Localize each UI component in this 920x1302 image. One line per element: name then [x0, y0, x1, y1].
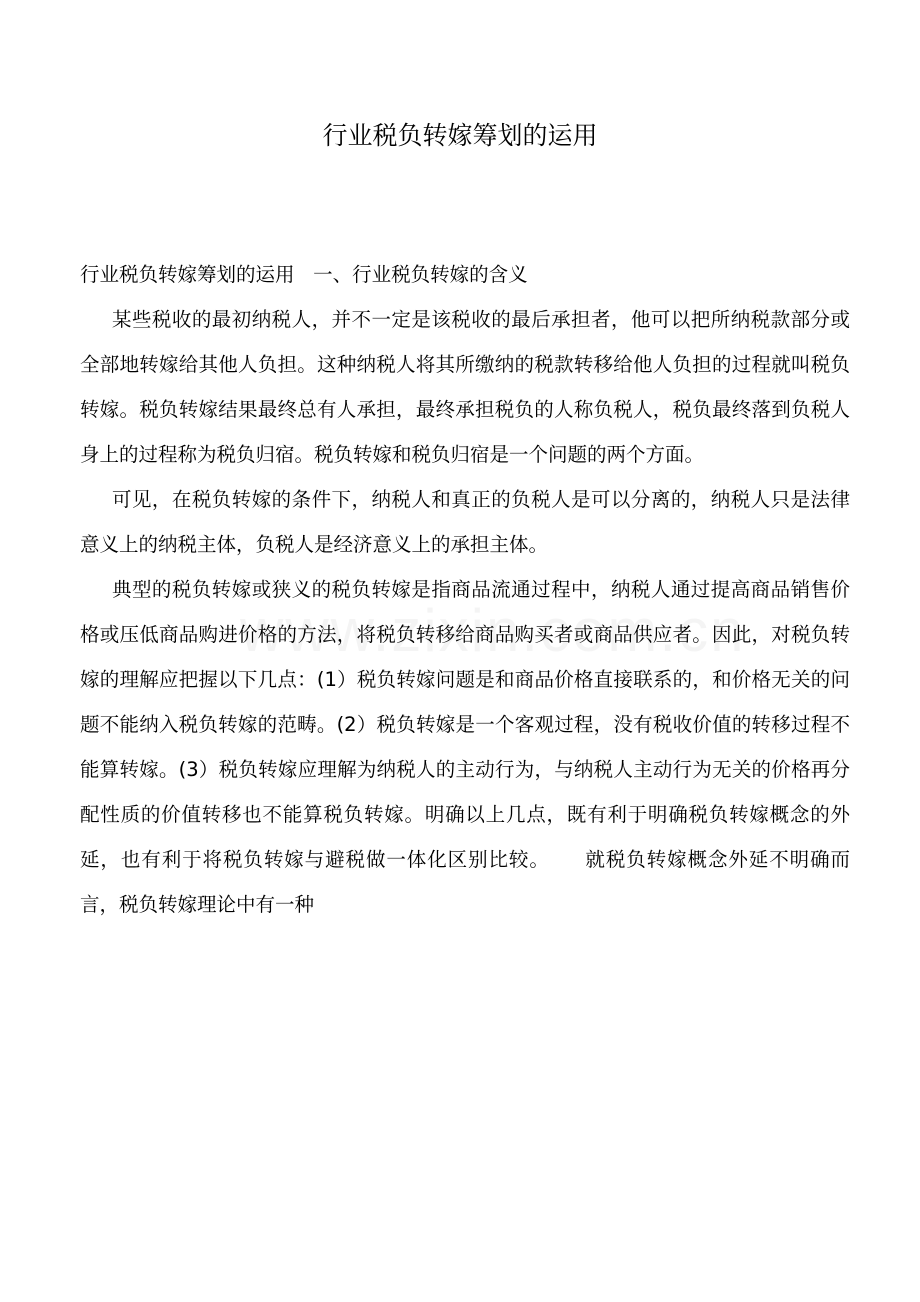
paragraph-definition: 某些税收的最初纳税人，并不一定是该税收的最后承担者，他可以把所纳税款部分或全部地转嫁给其他人负担。这种纳税人将其所缴纳的税款转移给他人负担的过程就叫税负转嫁。税负转嫁结果最终总有人承担，最终承担税负的人称负税人，税负最终落到负税人身上的过程称为税负归宿。税负转嫁和税负归宿是一个问题的两个方面。 [80, 308, 850, 466]
paragraph-separation: 可见，在税负转嫁的条件下，纳税人和真正的负税人是可以分离的，纳税人只是法律意义上的纳税主体，负税人是经济意义上的承担主体。 [80, 488, 850, 556]
document-title: 行业税负转嫁筹划的运用 [322, 121, 598, 150]
document-body [80, 252, 850, 927]
section-heading: 行业税负转嫁筹划的运用 一、行业税负转嫁的含义 [80, 263, 528, 286]
paragraph-typical-transfer: 典型的税负转嫁或狭义的税负转嫁是指商品流通过程中，纳税人通过提高商品销售价格或压低商品购进价格的方法，将税负转移给商品购买者或商品供应者。因此，对税负转嫁的理解应把握以下几点：(1）税负转嫁问题是和商品价格直接联系的，和价格无关的问题不能纳入税负转嫁的范畴。(2）税负转嫁是一个客观过程，没有税收价值的转移过程不能算转嫁。(3）税负转嫁应理解为纳税人的主动行为，与纳税人主动行为无关的价格再分配性质的价值转移也不能算税负转嫁。明确以上几点，既有利于明确税负转嫁概念的外延，也有利于将税负转嫁与避税做一体化区别比较。 就税负转嫁概念外延不明确而言，税负转嫁理论中有一种 [80, 578, 850, 916]
